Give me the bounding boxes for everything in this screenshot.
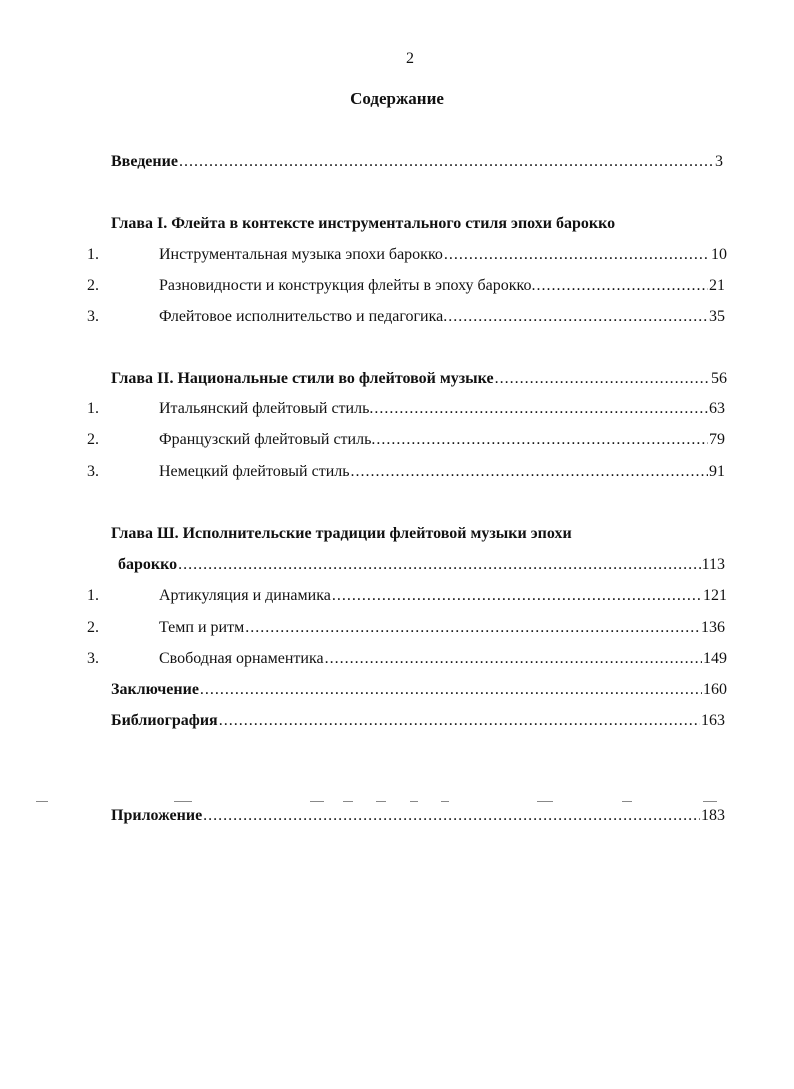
toc-entry-appendix (111, 806, 725, 826)
chapter3-title-cont: барокко (118, 556, 178, 573)
toc-entry-label: Приложение (111, 807, 203, 824)
scan-dash (343, 801, 353, 802)
toc-item-number: 1. (87, 400, 99, 417)
toc-entry-ch2-2 (159, 430, 725, 450)
toc-leader-dots (325, 649, 702, 669)
toc-entry-ch3-1 (159, 586, 727, 606)
toc-item-number: 3. (87, 308, 99, 325)
scan-dash (174, 801, 192, 802)
toc-entry-label: Заключение (111, 681, 199, 698)
toc-entry-page: 163 (701, 712, 725, 729)
toc-entry-label: Инструментальная музыка эпохи барокко (159, 246, 443, 263)
scan-dash (703, 801, 717, 802)
toc-entry-ch3-3 (159, 649, 727, 669)
scan-dash (36, 801, 48, 802)
toc-leader-dots (178, 555, 700, 575)
toc-entry-label: Флейтовое исполнительство и педагогика. (159, 308, 448, 325)
toc-entry-page: 63 (709, 400, 725, 417)
toc-entry-page: 160 (703, 681, 727, 698)
toc-entry-page: 35 (709, 308, 725, 325)
toc-entry-label: Немецкий флейтовый стиль (159, 463, 350, 480)
toc-entry-page: 10 (711, 246, 727, 263)
toc-entry-ch1-3 (159, 307, 725, 327)
toc-entry-page: 91 (709, 463, 725, 480)
toc-leader-dots (179, 152, 714, 172)
scan-dash (310, 801, 324, 802)
toc-item-number: 2. (87, 619, 99, 636)
toc-entry-page: 183 (701, 807, 725, 824)
toc-leader-dots (495, 369, 710, 389)
toc-item-number: 1. (87, 246, 99, 263)
scan-dash (410, 801, 418, 802)
toc-entry-label: Темп и ритм (159, 619, 245, 636)
toc-entry-page: 113 (701, 556, 725, 573)
toc-entry-ch2-1 (159, 399, 725, 419)
toc-leader-dots (332, 586, 702, 606)
toc-entry-label: Разновидности и конструкция флейты в эпоху барокко. (159, 277, 536, 294)
page-title: Содержание (350, 89, 444, 108)
toc-entry-ch1-1 (159, 245, 727, 265)
toc-entry-label: Свободная орнаментика (159, 650, 324, 667)
toc-entry-chapter3 (118, 555, 725, 575)
toc-item-number: 3. (87, 463, 99, 480)
toc-entry-chapter2 (111, 369, 727, 389)
toc-leader-dots (351, 462, 708, 482)
scan-dash (622, 801, 632, 802)
toc-leader-dots (448, 307, 708, 327)
toc-entry-page: 3 (715, 153, 723, 170)
toc-entry-page: 149 (703, 650, 727, 667)
toc-item-number: 2. (87, 431, 99, 448)
toc-entry-page: 121 (703, 587, 727, 604)
toc-entry-ch1-2 (159, 276, 725, 296)
toc-entry-label: Артикуляция и динамика (159, 587, 331, 604)
toc-entry-label: Введение (111, 153, 178, 170)
toc-item-number: 2. (87, 277, 99, 294)
toc-item-number: 3. (87, 650, 99, 667)
toc-entry-conclusion (111, 680, 727, 700)
toc-entry-page: 136 (701, 619, 725, 636)
toc-entry-ch3-2 (159, 618, 725, 638)
page-number: 2 (406, 50, 414, 67)
scan-dash (376, 801, 386, 802)
toc-entry-page: 56 (711, 370, 727, 387)
toc-leader-dots (245, 618, 700, 638)
chapter2-title: Глава II. Национальные стили во флейтовой музыке (111, 370, 494, 387)
toc-leader-dots (200, 680, 702, 700)
scan-dash (441, 801, 449, 802)
toc-entry-label: Библиография (111, 712, 218, 729)
toc-entry-page: 21 (709, 277, 725, 294)
toc-leader-dots (374, 399, 708, 419)
scan-dash (537, 801, 553, 802)
toc-entry-label: Итальянский флейтовый стиль. (159, 400, 374, 417)
toc-entry-page: 79 (709, 431, 725, 448)
toc-leader-dots (444, 245, 710, 265)
chapter1-title: Глава I. Флейта в контексте инструментального стиля эпохи барокко (111, 215, 616, 232)
toc-entry-label: Французский флейтовый стиль. (159, 431, 376, 448)
toc-entry-bibliography (111, 711, 725, 731)
toc-leader-dots (203, 806, 700, 826)
toc-leader-dots (537, 276, 709, 296)
toc-entry-ch2-3 (159, 462, 725, 482)
toc-item-number: 1. (87, 587, 99, 604)
toc-leader-dots (376, 430, 708, 450)
toc-leader-dots (219, 711, 700, 731)
chapter3-title: Глава Ш. Исполнительские традиции флейтовой музыки эпохи (111, 525, 572, 542)
toc-entry-intro (111, 152, 723, 172)
